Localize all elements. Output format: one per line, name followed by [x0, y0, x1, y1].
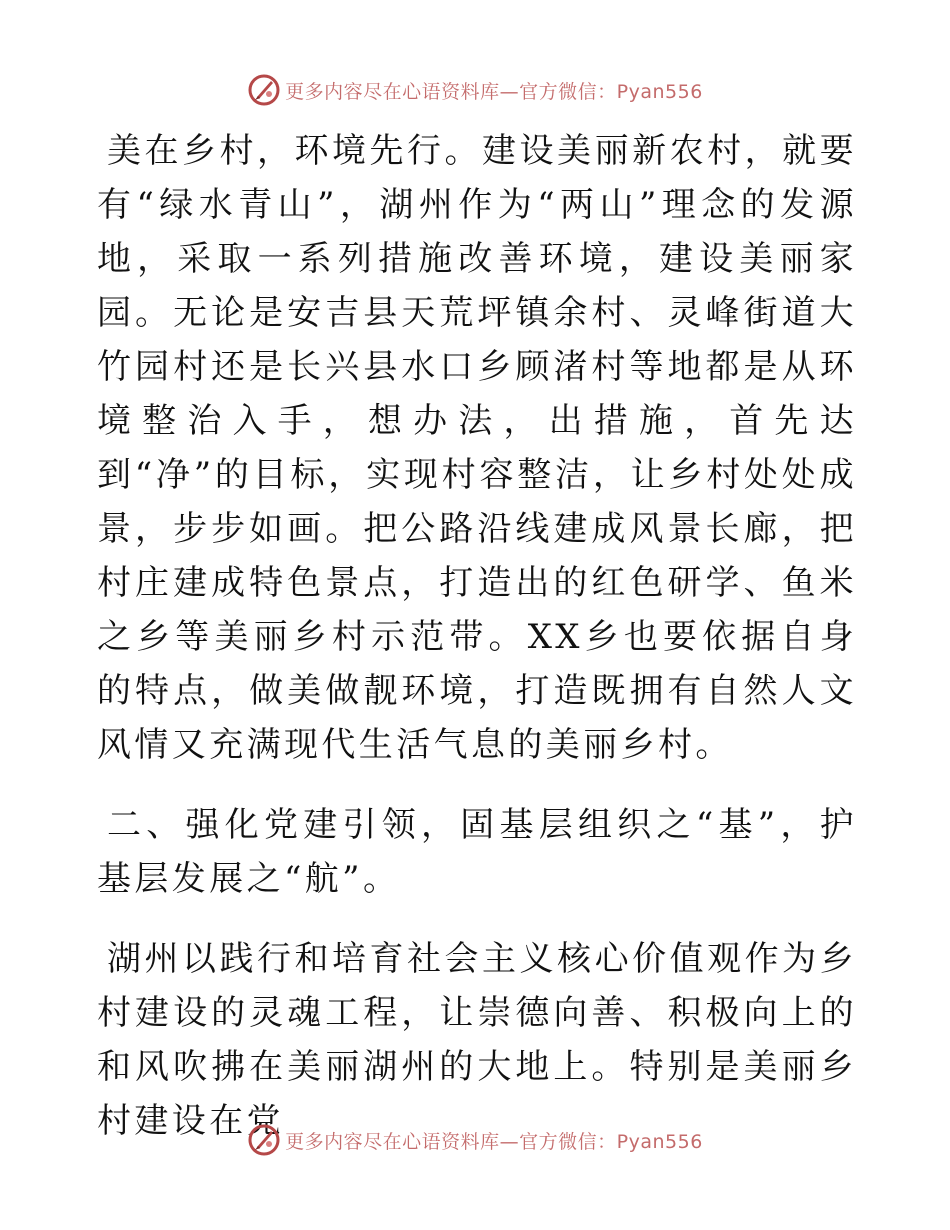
paragraph-environment: 美在乡村，环境先行。建设美丽新农村，就要有“绿水青山”，湖州作为“两山”理念的发源地，采取一系列措施改善环境，建设美丽家园。无论是安吉县天荒坪镇余村、灵峰街道大竹园村还是长兴县水口乡顾渚村等地都是从环境整治入手，想办法，出措施，首先达到“净”的目标，实现村容整洁，让乡村处处成景，步步如画。把公路沿线建成风景长廊，把村庄建成特色景点，打造出的红色研学、鱼米之乡等美丽乡村示范带。XX乡也要依据自身的特点，做美做靓环境，打造既拥有自然人文风情又充满现代生活气息的美丽乡村。	[97, 131, 857, 765]
header-banner-text: 更多内容尽在心语资料库—官方微信：Pyan556	[285, 80, 703, 103]
footer-banner-text: 更多内容尽在心语资料库—官方微信：Pyan556	[285, 1130, 703, 1153]
section-heading-party-building: 二、强化党建引领，固基层组织之“基”，护基层发展之“航”。	[97, 805, 857, 899]
header-banner	[0, 72, 950, 108]
paragraph-core-values: 湖州以践行和培育社会主义核心价值观作为乡村建设的灵魂工程，让崇德向善、积极向上的和风吹拂在美丽湖州的大地上。特别是美丽乡村建设在党	[97, 939, 857, 1141]
quill-pen-logo-icon	[247, 73, 281, 107]
quill-pen-logo-icon	[247, 1123, 281, 1157]
document-body	[97, 124, 857, 1148]
footer-banner	[0, 1122, 950, 1158]
